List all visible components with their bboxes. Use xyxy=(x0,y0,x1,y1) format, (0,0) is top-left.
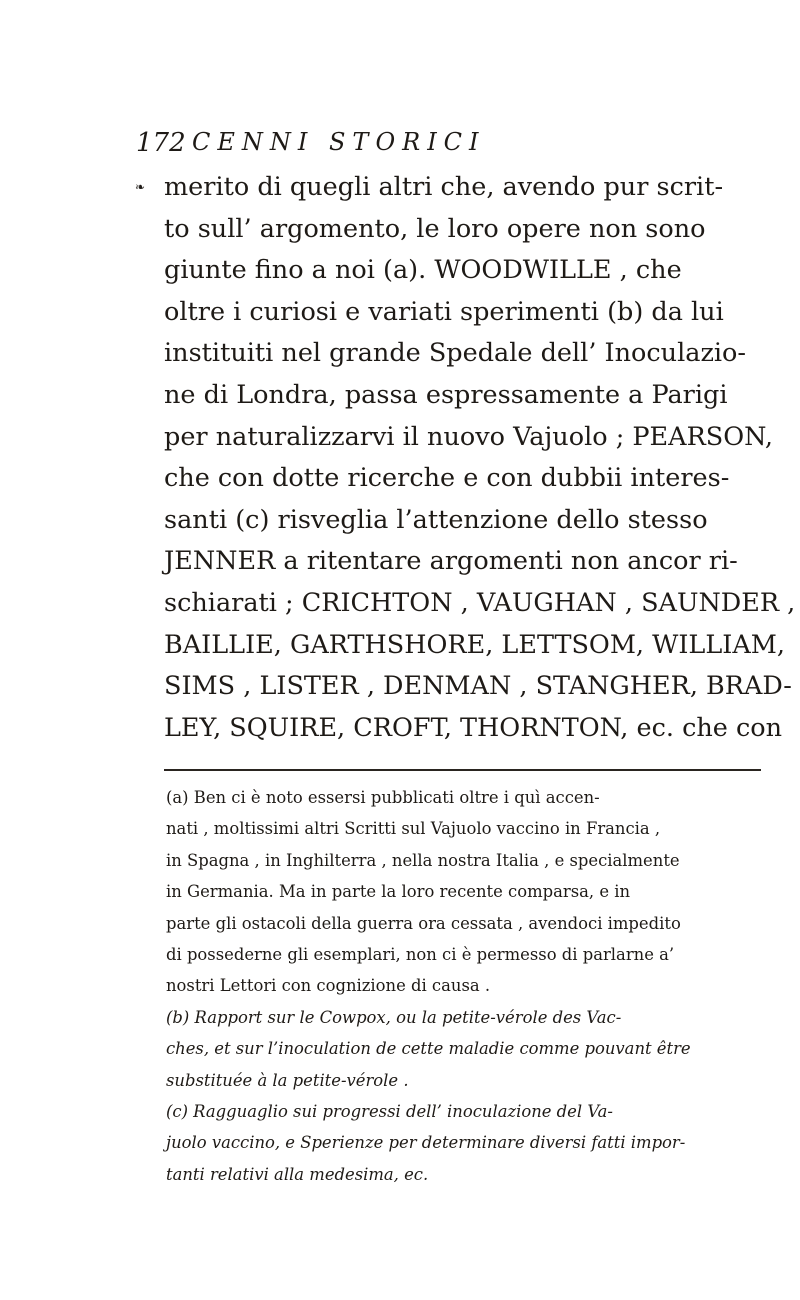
body-line: SIMS , LISTER , DENMAN , STANGHER, BRAD- xyxy=(164,671,792,702)
body-line: JENNER a ritentare argomenti non ancor ri- xyxy=(164,546,738,577)
margin-mark: ❧ xyxy=(135,180,146,194)
body-line: per naturalizzarvi il nuovo Vajuolo ; PEARSON, xyxy=(164,421,773,452)
body-line: to sull’ argomento, le loro opere non sono xyxy=(164,213,706,244)
footnote-line: in Germania. Ma in parte la loro recente comparsa, e in xyxy=(166,882,631,902)
footnote-line: juolo vaccino, e Sperienze per determinare diversi fatti impor- xyxy=(166,1133,686,1153)
footnote-line: ches, et sur l’inoculation de cette maladie comme pouvant être xyxy=(166,1039,691,1059)
page-header xyxy=(136,128,736,168)
footnotes xyxy=(166,782,766,1190)
body-line: schiarati ; CRICHTON , VAUGHAN , SAUNDER , xyxy=(164,587,796,618)
footnote-line: (c) Ragguaglio sui progressi dell’ inoculazione del Va- xyxy=(166,1101,613,1121)
footnote-line: (b) Rapport sur le Cowpox, ou la petite-vérole des Vac- xyxy=(166,1007,622,1027)
footnote-line: in Spagna , in Inghilterra , nella nostra Italia , e specialmente xyxy=(166,850,680,870)
page-number: 172 xyxy=(136,128,186,158)
body-line: giunte fino a noi (a). WOODWILLE , che xyxy=(164,255,682,286)
footnote-rule xyxy=(164,769,761,771)
body-line: LEY, SQUIRE, CROFT, THORNTON, ec. che con xyxy=(164,712,783,743)
body-line: ne di Londra, passa espressamente a Parigi xyxy=(164,379,728,410)
body-line: BAILLIE, GARTHSHORE, LETTSOM, WILLIAM, xyxy=(164,629,786,660)
footnote-line: nostri Lettori con cognizione di causa . xyxy=(166,976,491,996)
footnote-line: parte gli ostacoli della guerra ora cessata , avendoci impedito xyxy=(166,913,681,933)
footnote-line: nati , moltissimi altri Scritti sul Vajuolo vaccino in Francia , xyxy=(166,819,661,839)
footnote-line: (a) Ben ci è noto essersi pubblicati oltre i quì accen- xyxy=(166,788,600,807)
footnote-line: substituée à la petite-vérole . xyxy=(166,1070,409,1090)
footnote-line: di possederne gli esemplari, non ci è permesso di parlarne a’ xyxy=(166,944,675,964)
body-line: santi (c) risveglia l’attenzione dello stesso xyxy=(164,504,708,535)
main-text xyxy=(164,167,796,749)
footnote-line: tanti relativi alla medesima, ec. xyxy=(166,1164,429,1184)
running-head: CENNI STORICI xyxy=(192,128,486,156)
body-line: instituiti nel grande Spedale dell’ Inoculazio- xyxy=(164,338,747,369)
body-line: merito di quegli altri che, avendo pur scrit- xyxy=(164,172,724,202)
body-line: oltre i curiosi e variati sperimenti (b) da lui xyxy=(164,296,724,327)
body-line: che con dotte ricerche e con dubbii interes- xyxy=(164,463,730,494)
